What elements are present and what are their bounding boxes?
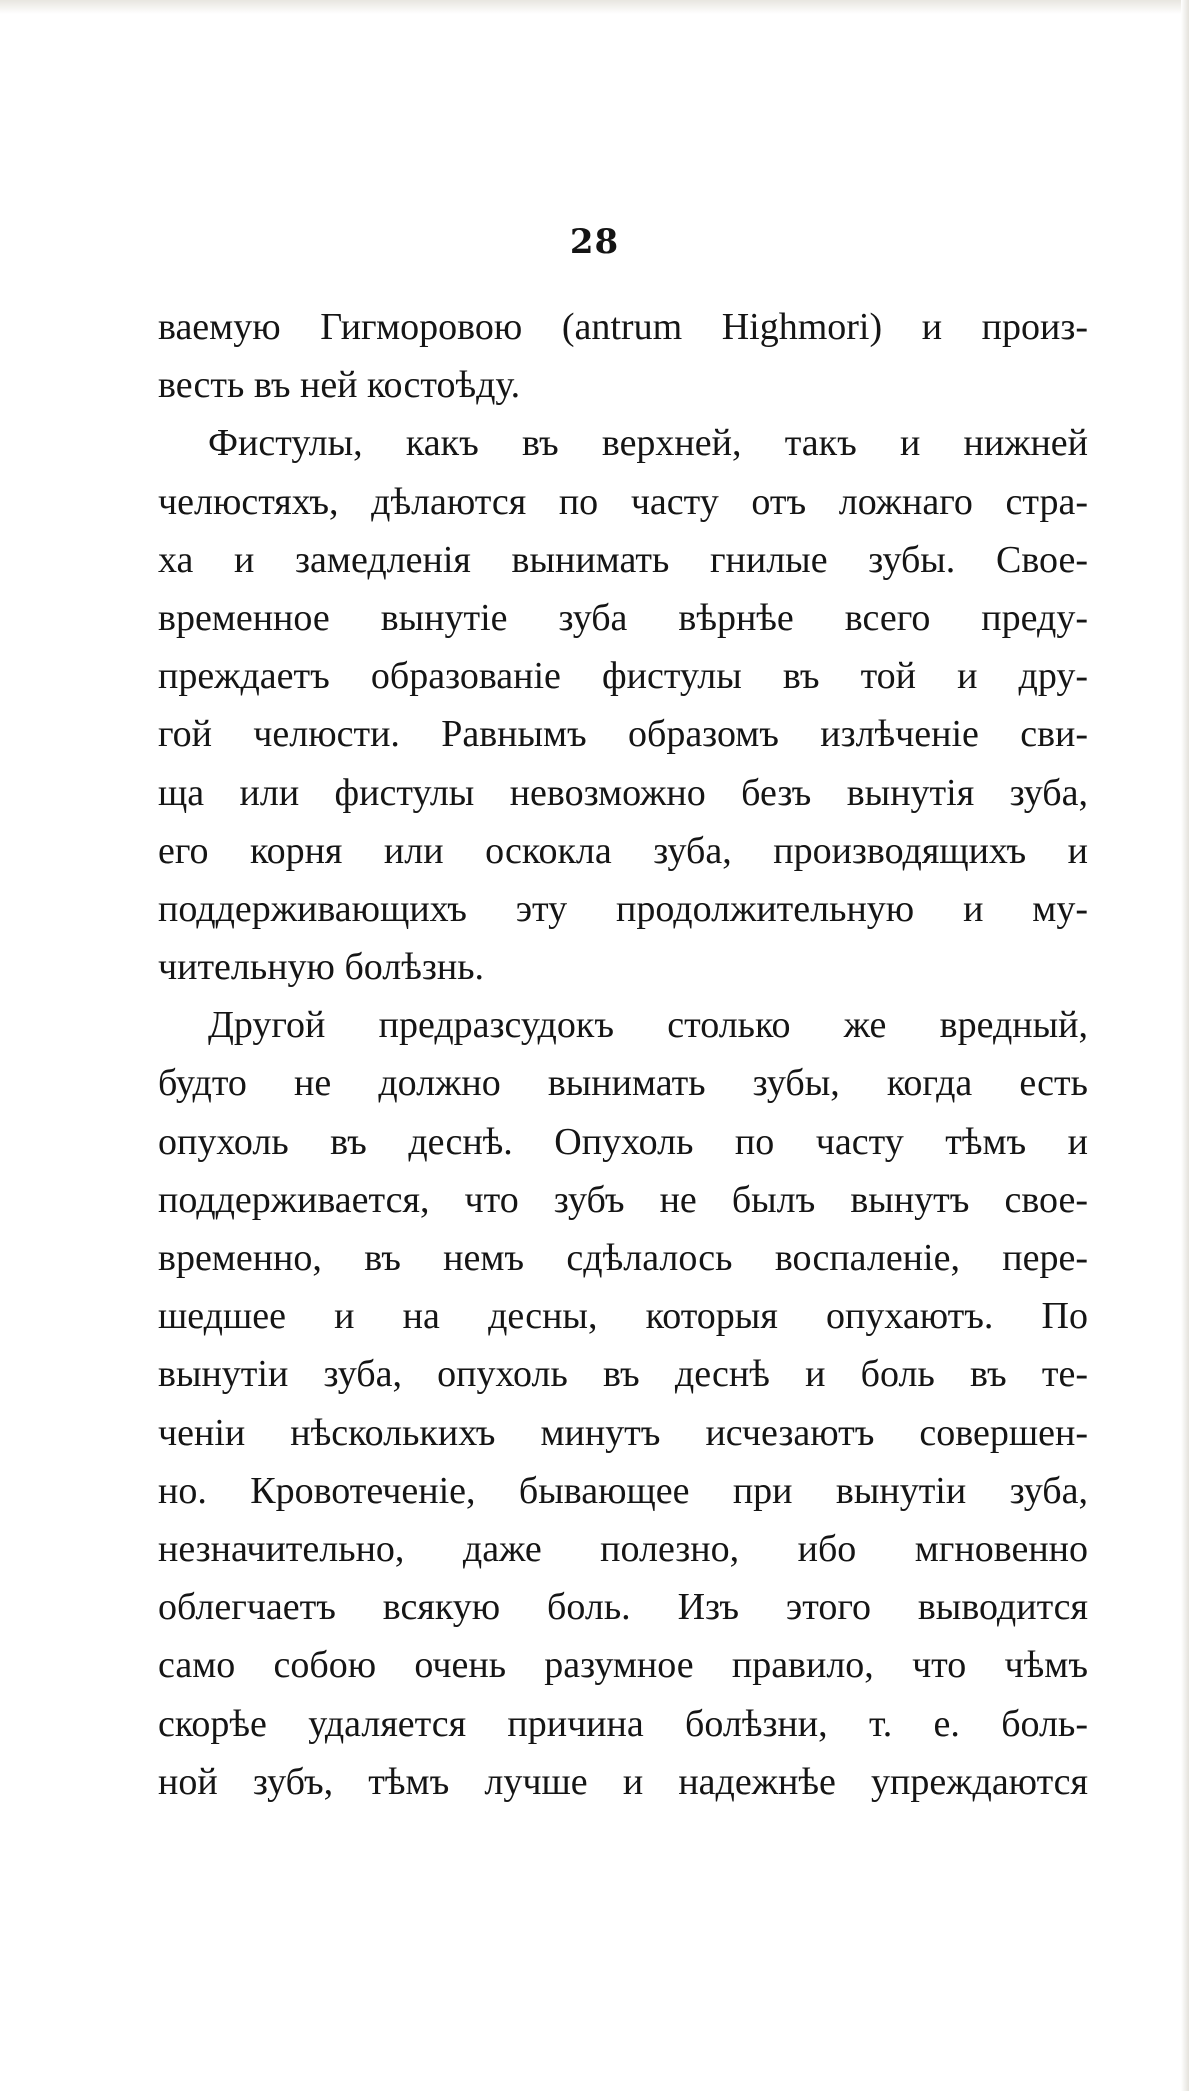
text-line: шедшее и на десны, которыя опухаютъ. По (158, 1295, 1088, 1338)
text-line: само собою очень разумное правило, что чѣмъ (158, 1644, 1088, 1687)
text-line: поддерживается, что зубъ не былъ вынутъ свое- (158, 1178, 1088, 1221)
text-line: временное вынутіе зуба вѣрнѣе всего преду- (158, 596, 1088, 639)
text-line: преждаетъ образованіе фистулы въ той и дру- (158, 655, 1088, 698)
text-line: скорѣе удаляется причина болѣзни, т. е. боль- (158, 1702, 1088, 1745)
text-line: Фистулы, какъ въ верхней, такъ и нижней (208, 422, 1088, 465)
text-line: Другой предразсудокъ столько же вредный, (208, 1004, 1088, 1047)
body-text (158, 298, 1088, 1811)
text-line: челюстяхъ, дѣлаются по часту отъ ложнаго стра- (158, 480, 1088, 523)
text-line: ваемую Гигморовою (antrum Highmori) и произ- (158, 306, 1088, 348)
text-line: ха и замедленія вынимать гнилые зубы. Свое- (158, 538, 1088, 581)
text-line: незначительно, даже полезно, ибо мгновенно (158, 1527, 1088, 1570)
text-line: будто не должно вынимать зубы, когда есть (158, 1062, 1088, 1105)
text-line: ченіи нѣсколькихъ минутъ исчезаютъ совершен- (158, 1411, 1088, 1454)
text-line: чительную болѣзнь. (158, 946, 485, 989)
text-line: весть въ ней костоѣду. (158, 364, 521, 407)
page-number: 28 (569, 222, 620, 262)
text-line: временно, въ немъ сдѣлалось воспаленіе, пере- (158, 1237, 1088, 1279)
text-line: его корня или оскокла зуба, производящихъ и (158, 829, 1088, 872)
text-line: опухоль въ деснѣ. Опухоль по часту тѣмъ и (158, 1120, 1088, 1163)
text-line: поддерживающихъ эту продолжительную и му- (158, 887, 1088, 930)
text-line: ща или фистулы невозможно безъ вынутія зуба, (158, 771, 1088, 814)
text-line: облегчаетъ всякую боль. Изъ этого выводится (158, 1586, 1088, 1629)
text-line: вынутіи зуба, опухоль въ деснѣ и боль въ те- (158, 1353, 1088, 1396)
page-top-edge (0, 0, 1189, 14)
text-line: ной зубъ, тѣмъ лучше и надежнѣе упреждаются (158, 1760, 1088, 1803)
page-right-edge (1181, 0, 1189, 2091)
text-line: гой челюсти. Равнымъ образомъ излѣченіе сви- (158, 713, 1088, 756)
text-line: но. Кровотеченіе, бывающее при вынутіи зуба, (158, 1469, 1088, 1512)
